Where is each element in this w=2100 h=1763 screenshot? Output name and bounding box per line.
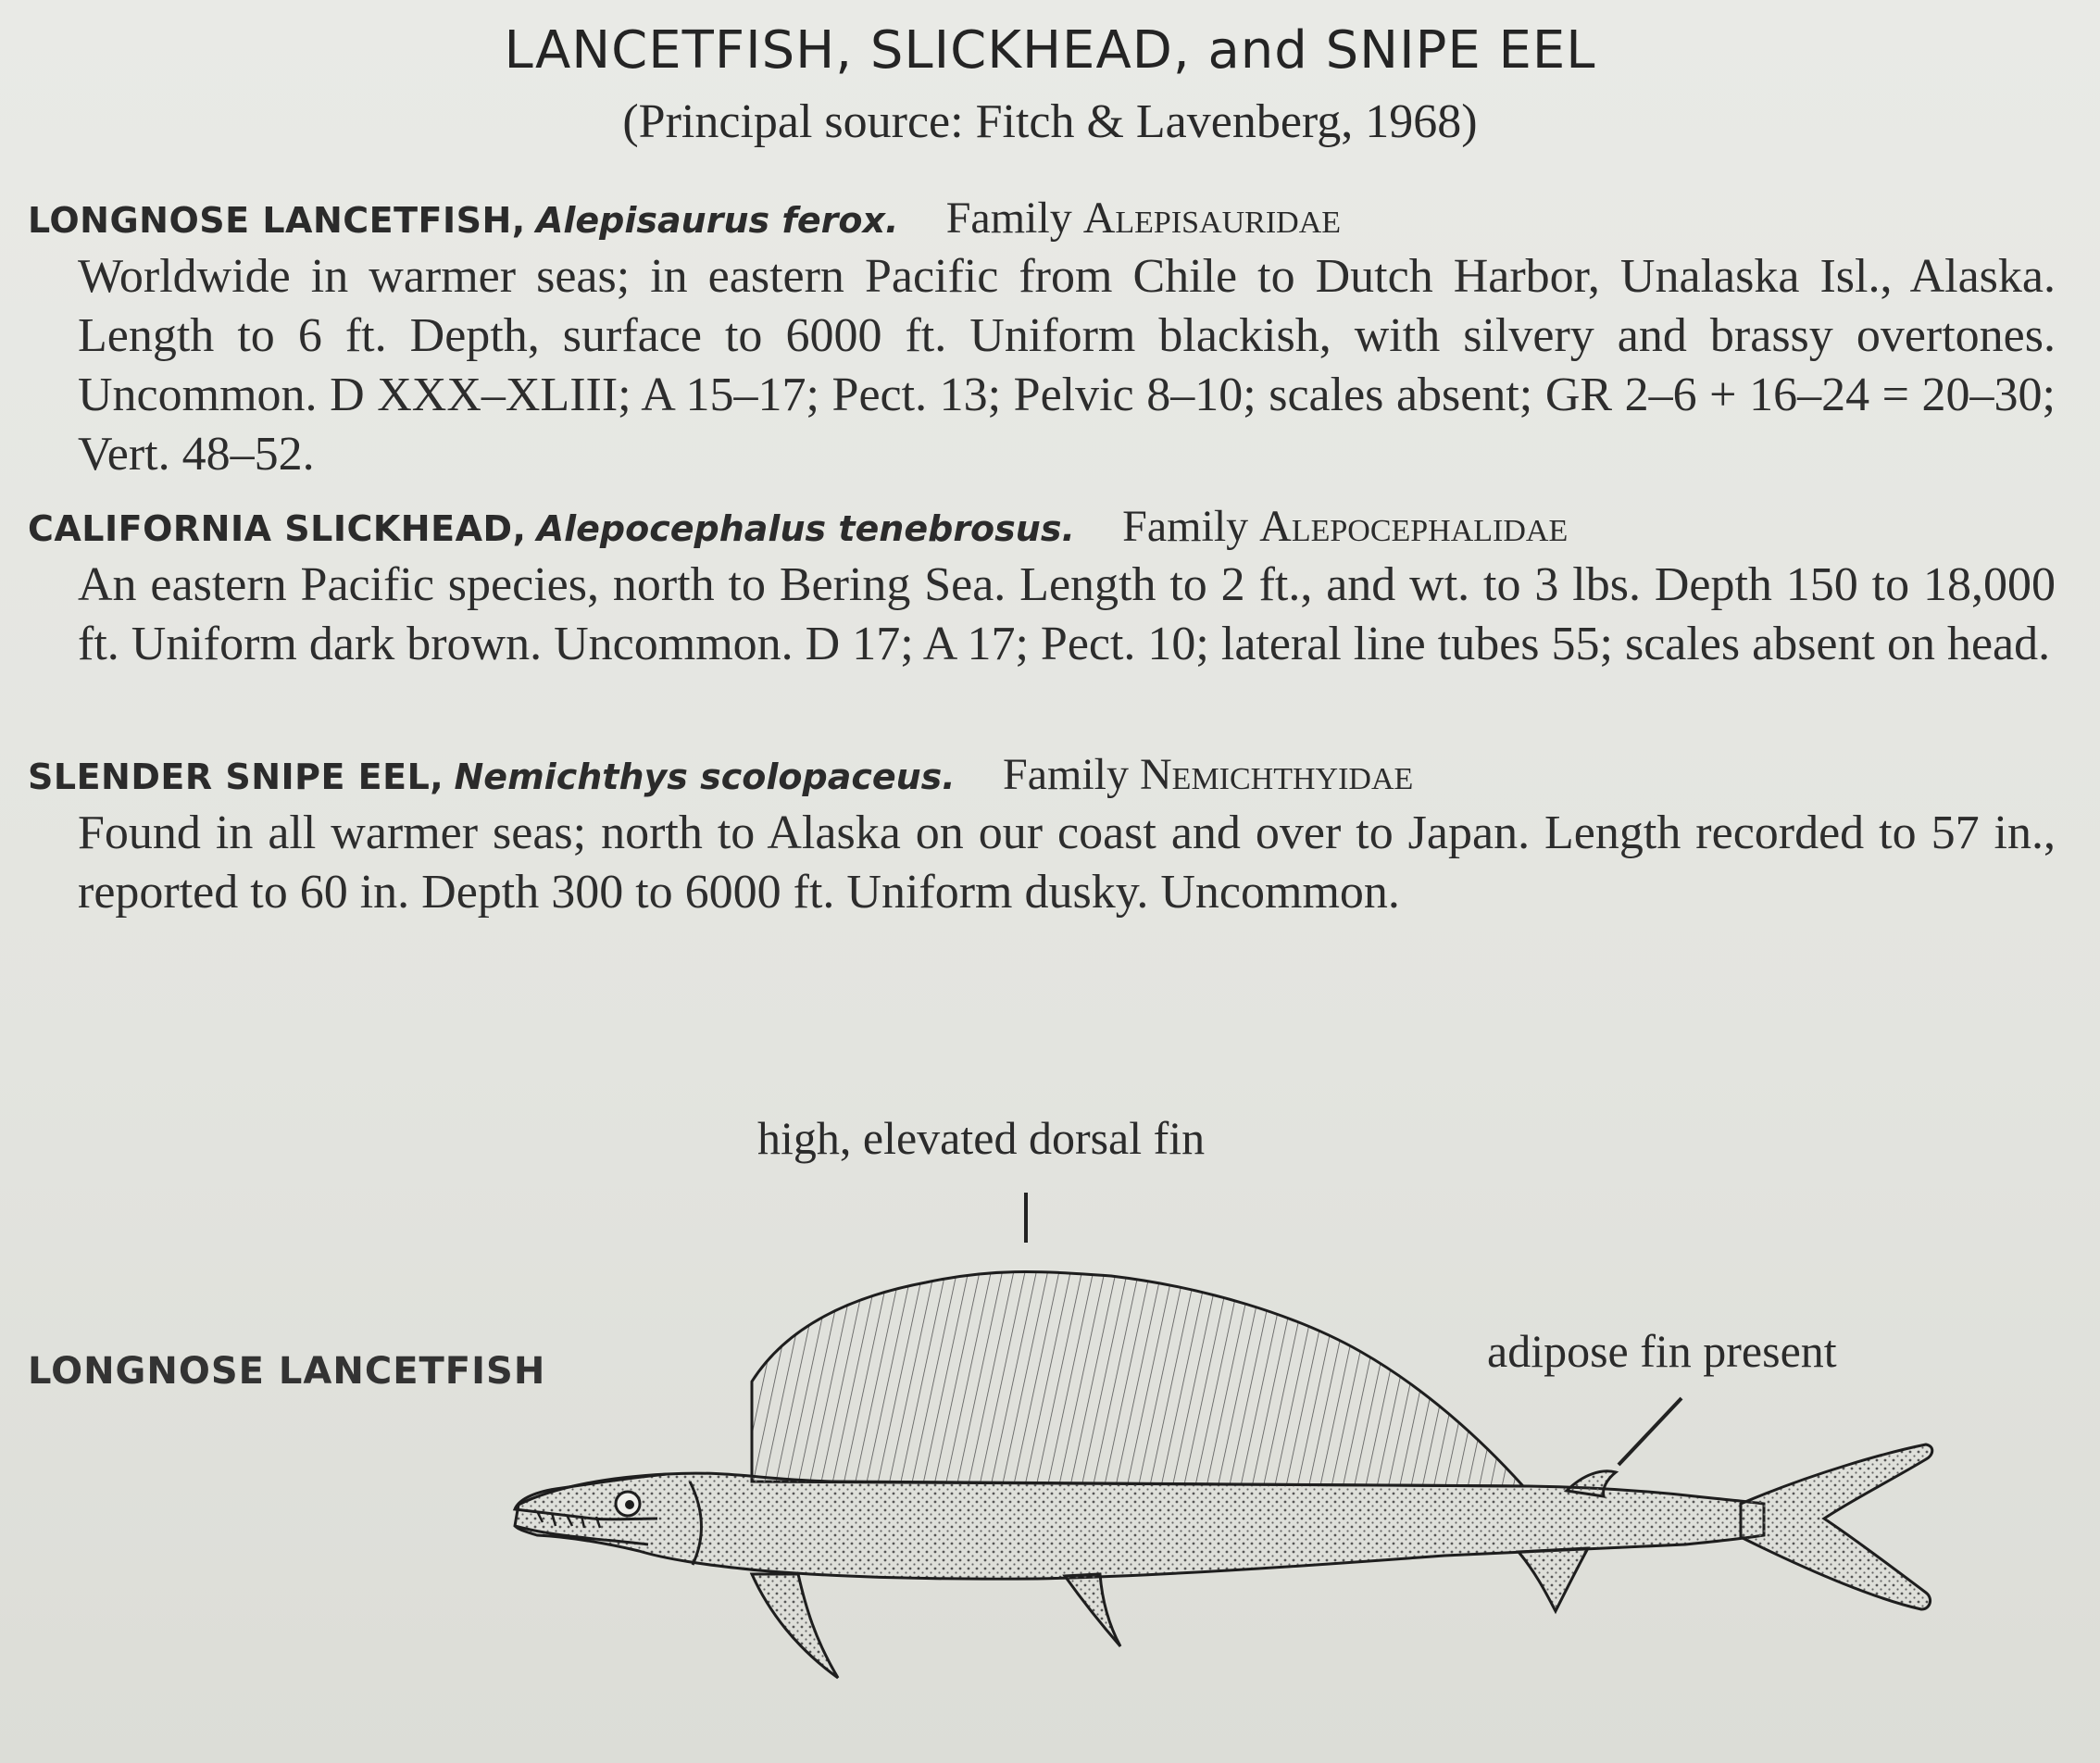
scientific-name: Nemichthys scolopaceus. bbox=[454, 756, 956, 797]
common-name: SLENDER SNIPE EEL, bbox=[28, 756, 444, 797]
dorsal-fin-label: high, elevated dorsal fin bbox=[757, 1112, 1206, 1164]
anal-fin bbox=[1519, 1548, 1588, 1611]
entry-description: Worldwide in warmer seas; in eastern Pacific from Chile to Dutch Harbor, Unalaska Isl., Alaska. Length to 6 ft. Depth, surface to 6000 ft. Uniform blackish, with silvery and brassy overtones. Uncommon. D XXX–XLIII; A 15–17; Pect. 13; Pelvic 8–10; scales absent; GR 2–6 + 16–24 = 20–30; Vert. 48–52. bbox=[78, 250, 2056, 481]
figure-title: LONGNOSE LANCETFISH bbox=[28, 1350, 546, 1393]
entry-description: Found in all warmer seas; north to Alaska on our coast and over to Japan. Length recorded to 57 in., reported to 60 in. Depth 300 to 6000 ft. Uniform dusky. Uncommon. bbox=[78, 806, 2056, 919]
pelvic-fin bbox=[1065, 1574, 1120, 1646]
family-prefix: Family bbox=[945, 194, 1072, 243]
dorsal-fin bbox=[752, 1272, 1523, 1486]
family-prefix: Family bbox=[1122, 502, 1249, 551]
common-name: LONGNOSE LANCETFISH, bbox=[28, 200, 526, 241]
family-prefix: Family bbox=[1003, 750, 1130, 799]
page-title: LANCETFISH, SLICKHEAD, and SNIPE EEL bbox=[504, 20, 1596, 81]
caudal-fin bbox=[1741, 1444, 1932, 1609]
family-name: Nemichthyidae bbox=[1140, 750, 1414, 799]
scientific-name: Alepocephalus tenebrosus. bbox=[536, 508, 1075, 549]
scientific-name: Alepisaurus ferox. bbox=[535, 200, 899, 241]
pectoral-fin bbox=[752, 1574, 838, 1678]
family-name: Alepisauridae bbox=[1082, 194, 1342, 243]
entry-description: An eastern Pacific species, north to Bering Sea. Length to 2 ft., and wt. to 3 lbs. Depth 150 to 18,000 ft. Uniform dark brown. Uncommon. D 17; A 17; Pect. 10; lateral line tubes 55; scales absent on head. bbox=[78, 558, 2056, 670]
fish-pupil bbox=[625, 1500, 634, 1509]
page-subtitle: (Principal source: Fitch & Lavenberg, 1968) bbox=[622, 95, 1478, 148]
family-name: Alepocephalidae bbox=[1259, 502, 1569, 551]
adipose-fin-label: adipose fin present bbox=[1487, 1325, 1837, 1377]
adipose-fin-leader bbox=[1619, 1398, 1681, 1465]
common-name: CALIFORNIA SLICKHEAD, bbox=[28, 508, 527, 549]
